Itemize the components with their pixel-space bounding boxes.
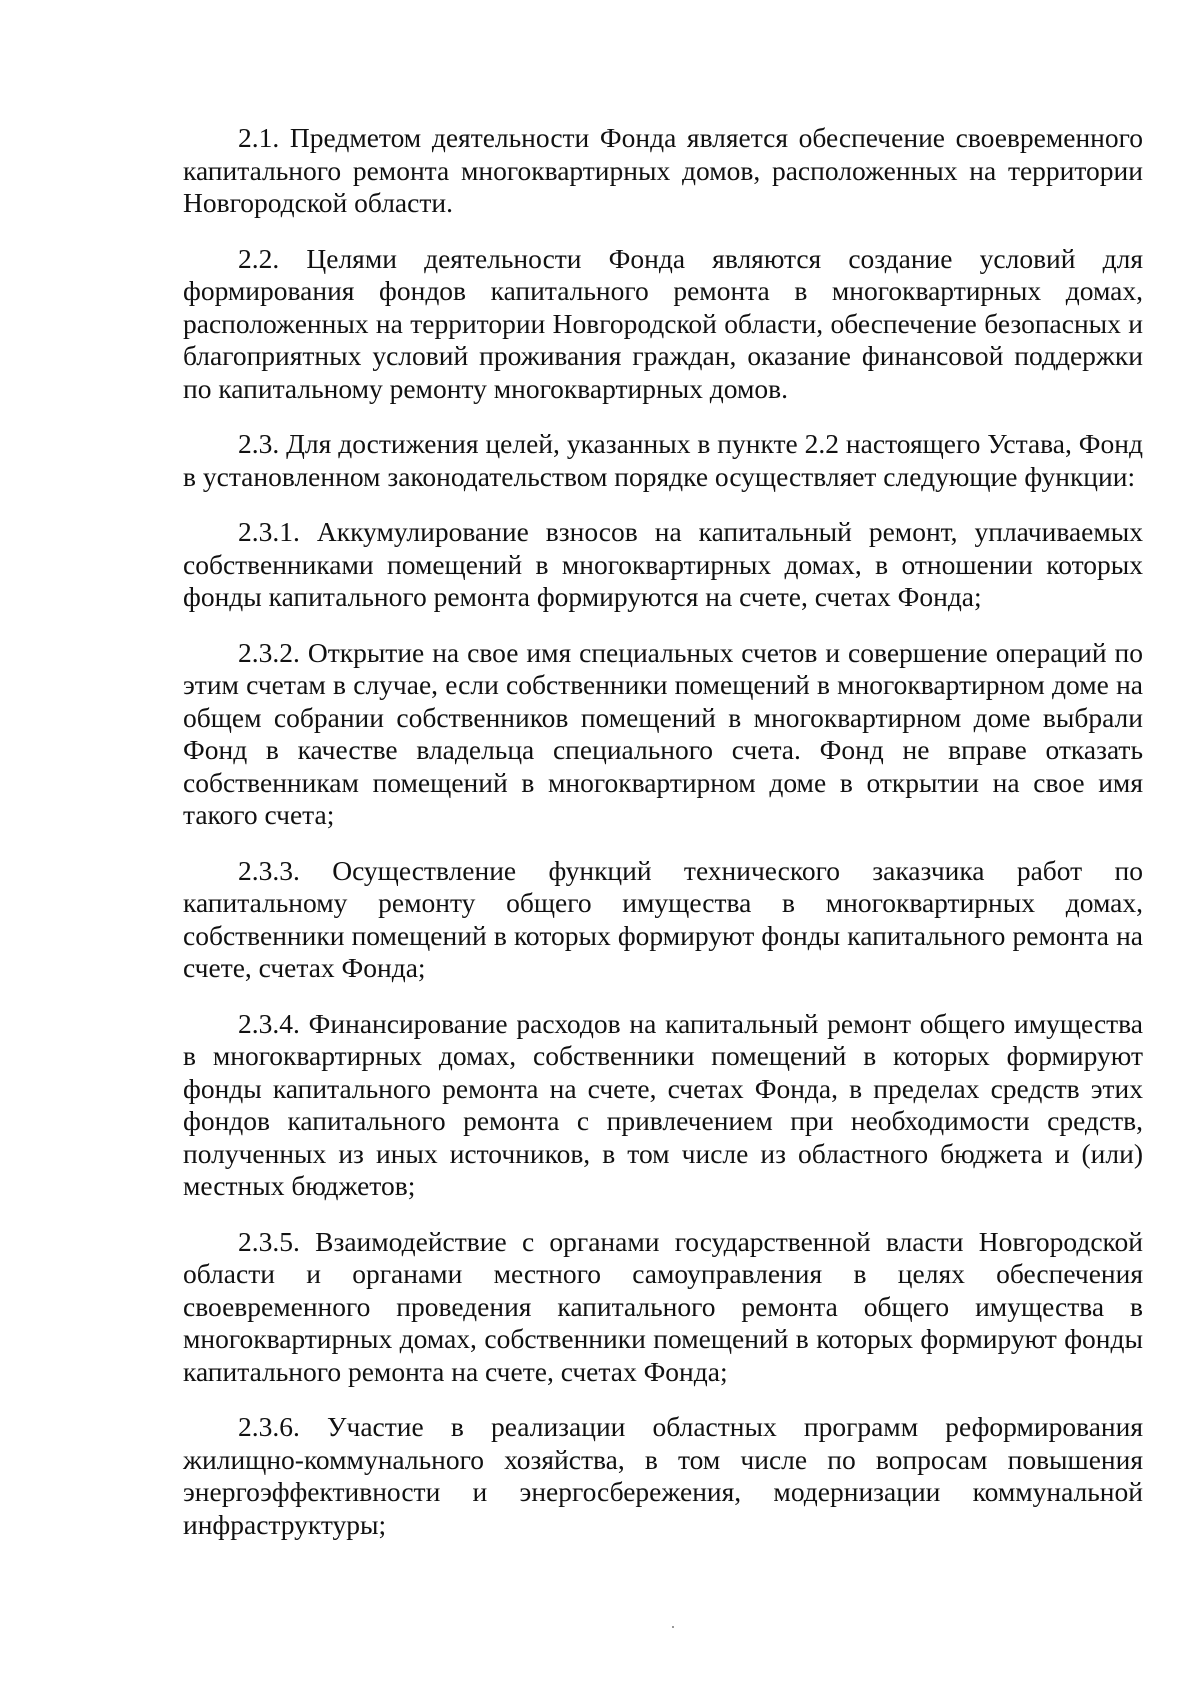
scan-speck [672, 1626, 674, 1628]
clause-2-3-2: 2.3.2. Открытие на свое имя специальных счетов и совершение операций по этим счетам в случае, если собственники помещений в многоквартирном доме на общем собрании собственников помещений в многоквартирном доме выбрали Фонд в качестве владельца специального счета. Фонд не вправе отказать собственникам помещений в многоквартирном доме в открытии на свое имя такого счета; [183, 636, 1143, 830]
clause-2-1: 2.1. Предметом деятельности Фонда является обеспечение своевременного капитального ремонта многоквартирных домов, расположенных на территории Новгородской области. [183, 122, 1143, 218]
clause-2-2: 2.2. Целями деятельности Фонда являются создание условий для формирования фондов капитального ремонта в многоквартирных домах, расположенных на территории Новгородской области, обеспечение безопасных и благоприятных условий проживания граждан, оказание финансовой поддержки по капитальному ремонту многоквартирных домов. [183, 242, 1143, 404]
clause-2-3-4: 2.3.4. Финансирование расходов на капитальный ремонт общего имущества в многоквартирных домах, собственники помещений в которых формируют фонды капитального ремонта на счете, счетах Фонда, в пределах средств этих фондов капитального ремонта с привлечением при необходимости средств, полученных из иных источников, в том числе из областного бюджета и (или) местных бюджетов; [183, 1007, 1143, 1201]
clause-2-3: 2.3. Для достижения целей, указанных в пункте 2.2 настоящего Устава, Фонд в установленном законодательством порядке осуществляет следующие функции: [183, 428, 1143, 492]
clause-2-3-5: 2.3.5. Взаимодействие с органами государственной власти Новгородской области и органами местного самоуправления в целях обеспечения своевременного проведения капитального ремонта общего имущества в многоквартирных домах, собственники помещений в которых формируют фонды капитального ремонта на счете, счетах Фонда; [183, 1225, 1143, 1387]
clause-2-3-6: 2.3.6. Участие в реализации областных программ реформирования жилищно-коммунального хозяйства, в том числе по вопросам повышения энергоэффективности и энергосбережения, модернизации коммунальной инфраструктуры; [183, 1411, 1143, 1540]
clause-2-3-3: 2.3.3. Осуществление функций технического заказчика работ по капитальному ремонту общего имущества в многоквартирных домах, собственники помещений в которых формируют фонды капитального ремонта на счете, счетах Фонда; [183, 854, 1143, 983]
document-body [183, 122, 1143, 1541]
clause-2-3-1: 2.3.1. Аккумулирование взносов на капитальный ремонт, уплачиваемых собственниками помещений в многоквартирных домах, в отношении которых фонды капитального ремонта формируются на счете, счетах Фонда; [183, 516, 1143, 612]
